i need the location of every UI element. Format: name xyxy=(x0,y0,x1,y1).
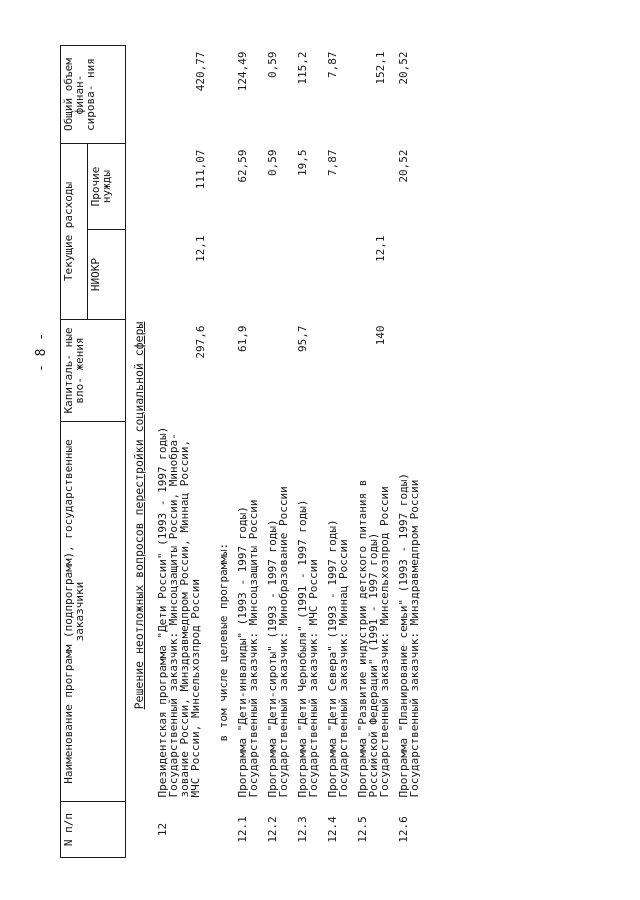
other-value: 111,07 xyxy=(194,149,207,190)
header-current-costs: Текущие расходы xyxy=(61,144,88,320)
program-line: Государственный заказчик: Миннац России xyxy=(337,539,350,798)
program-line: Программа "Дети Севера" (1993 - 1997 годы) xyxy=(326,519,339,798)
program-name xyxy=(321,422,351,802)
header-capital: Капиталь- ные вло- жения xyxy=(61,320,126,422)
total-value: 152,1 xyxy=(374,51,387,85)
total-value: 115,2 xyxy=(296,51,309,85)
sub-intro: в том числе целевые программы: xyxy=(217,542,230,742)
capital-value: 140 xyxy=(374,325,387,346)
section-title-row xyxy=(126,46,152,858)
program-line: Программа "Дети-инвалиды" (1993 - 1997 годы) xyxy=(236,506,249,798)
program-line: Президентская программа "Дети России" (1993 - 1997 годы) xyxy=(156,426,169,798)
header-niokr: НИОКР xyxy=(88,230,126,320)
row-number: 12.1 xyxy=(236,816,249,843)
capital-value: 297,6 xyxy=(194,325,207,359)
header-other: Прочие нужды xyxy=(88,144,126,230)
program-line: Программа "Развитие индустрии детского питания в xyxy=(356,479,369,798)
program-name xyxy=(291,422,321,802)
row-number: 12 xyxy=(156,822,169,837)
niokr-value xyxy=(392,230,422,320)
other-value: 62,59 xyxy=(236,149,249,183)
table-row xyxy=(291,46,321,858)
table-row xyxy=(351,46,392,858)
niokr-value: 12,1 xyxy=(194,235,207,262)
program-line: Государственный заказчик: Минобразование России xyxy=(277,486,290,798)
program-line: Российской Федерации" (1991 - 1997 годы) xyxy=(367,532,380,798)
program-name xyxy=(392,422,422,802)
program-line: зование России, Минздравмедпром России, Миннац России, xyxy=(178,439,191,798)
total-value: 124,49 xyxy=(236,51,249,92)
row-number: 12.5 xyxy=(356,816,369,843)
niokr-value xyxy=(231,230,261,320)
niokr-value: 12,1 xyxy=(374,235,387,262)
total-value: 420,77 xyxy=(194,51,207,92)
program-name xyxy=(351,422,392,802)
total-value: 0,59 xyxy=(266,51,279,78)
header-num: N п/п xyxy=(61,802,126,858)
row-number: 12.2 xyxy=(266,816,279,843)
other-value: 0,59 xyxy=(266,149,279,176)
total-value: 20,52 xyxy=(397,51,410,85)
row-number: 12.3 xyxy=(296,816,309,843)
program-line: Государственный заказчик: МЧС России xyxy=(307,559,320,798)
other-value: 19,5 xyxy=(296,149,309,176)
program-line: Государственный заказчик: Минсельхозпрод России xyxy=(378,486,391,798)
program-line: Программа "Дети-сироты" (1993 - 1997 годы) xyxy=(266,519,279,798)
program-line: МЧС России, Минсельхозпрод России xyxy=(189,578,202,798)
table-row xyxy=(151,46,208,858)
niokr-value xyxy=(321,230,351,320)
program-line: Программа "Дети Чернобыля" (1991 - 1997 годы) xyxy=(296,499,309,798)
table-header-row xyxy=(61,46,88,858)
other-value xyxy=(351,144,392,230)
table-row xyxy=(231,46,261,858)
other-value: 7,87 xyxy=(326,149,339,176)
program-name xyxy=(231,422,261,802)
niokr-value xyxy=(261,230,291,320)
financing-table xyxy=(60,45,422,858)
row-number: 12.4 xyxy=(326,816,339,843)
capital-value xyxy=(321,320,351,422)
total-value: 7,87 xyxy=(326,51,339,78)
header-total: Общий объем финан- сирова- ния xyxy=(61,46,126,144)
header-name: Наименование программ (подпрограмм), государственные заказчики xyxy=(61,422,126,802)
section-title: Решение неотложных вопросов перестройки социальной сферы xyxy=(132,321,146,710)
program-line: Государственный заказчик: Минздравмедпром России xyxy=(408,479,421,798)
sub-intro-row xyxy=(208,46,231,858)
page-number: - 8 - xyxy=(34,332,49,372)
table-row xyxy=(261,46,291,858)
table-row xyxy=(392,46,422,858)
other-value: 20,52 xyxy=(397,149,410,183)
program-name xyxy=(151,422,208,802)
program-line: Программа "Планирование семьи" (1993 - 1997 годы) xyxy=(397,472,410,798)
table-row xyxy=(321,46,351,858)
niokr-value xyxy=(291,230,321,320)
capital-value xyxy=(392,320,422,422)
document-sheet xyxy=(60,46,620,858)
capital-value: 95,7 xyxy=(296,325,309,352)
program-name xyxy=(261,422,291,802)
row-number: 12.6 xyxy=(397,816,410,843)
capital-value xyxy=(261,320,291,422)
program-line: Государственный заказчик: Минсоцзащиты России xyxy=(247,499,260,798)
program-line: Государственный заказчик: Минсоцзащиты России, Минобра- xyxy=(167,433,180,798)
capital-value: 61,9 xyxy=(236,325,249,352)
